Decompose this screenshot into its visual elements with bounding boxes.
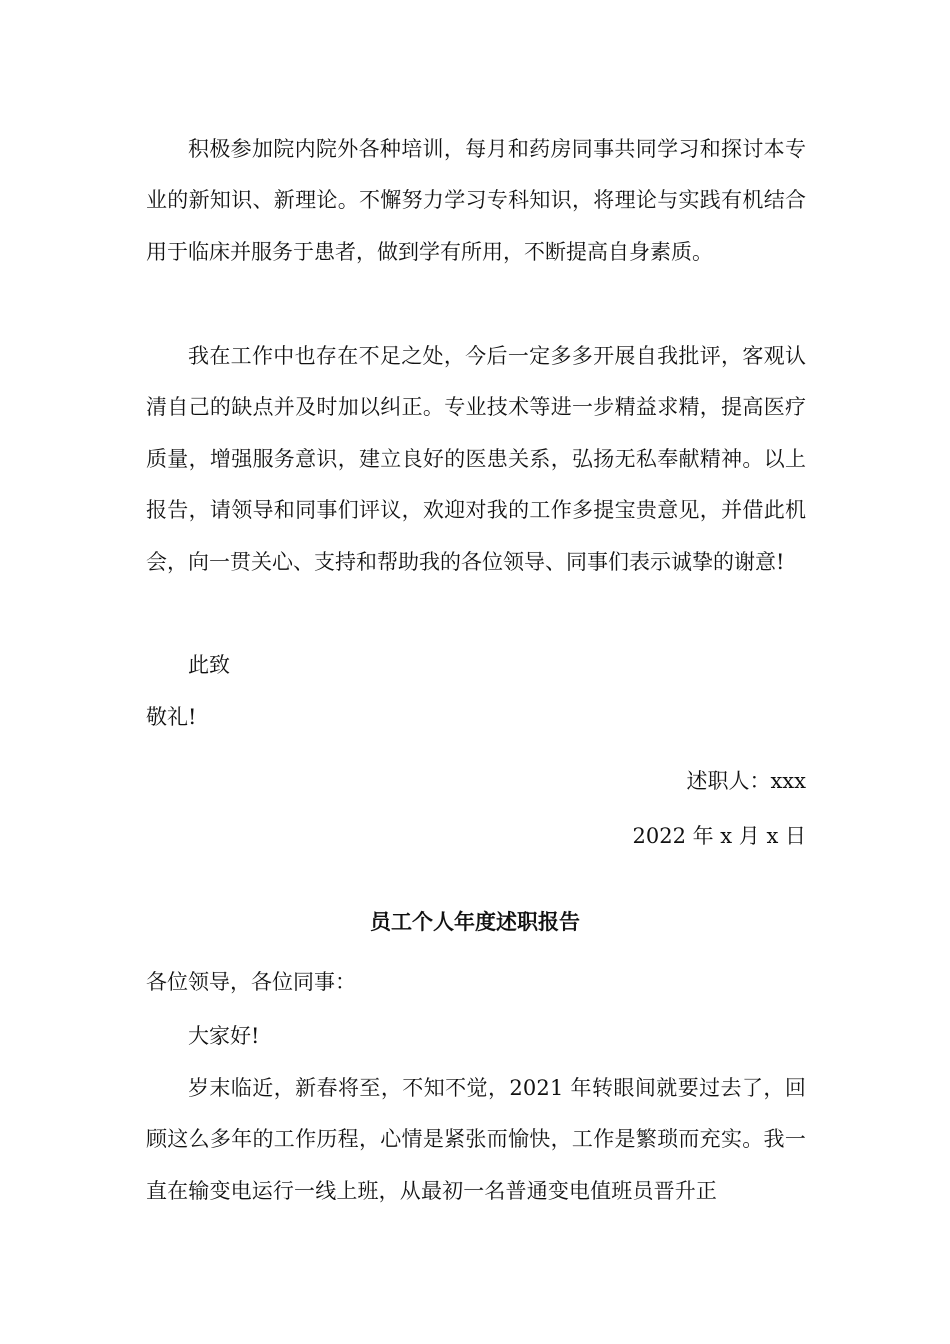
date: 2022 年 x 月 x 日 (632, 824, 806, 848)
salutation: 各位领导，各位同事： (146, 970, 356, 994)
closing-ci-zhi: 此致 (188, 653, 230, 677)
greeting: 大家好! (188, 1024, 260, 1048)
report-title: 员工个人年度述职报告 (370, 910, 580, 934)
signature: 述职人：xxx (686, 769, 806, 793)
paragraph-shortcomings: 我在工作中也存在不足之处，今后一定多多开展自我批评，客观认清自己的缺点并及时加以纠正。专业技术等进一步精益求精，提高医疗质量，增强服务意识，建立良好的医患关系，弘扬无私奉献精神。以上报告，请领导和同事们评议，欢迎对我的工作多提宝贵意见，并借此机会，向一贯关心、支持和帮助我的各位领导、同事们表示诚挚的谢意! (146, 344, 806, 574)
closing-jing-li: 敬礼! (146, 705, 197, 729)
paragraph-intro: 岁末临近，新春将至，不知不觉，2021 年转眼间就要过去了，回顾这么多年的工作历程，心情是紧张而愉快，工作是繁琐而充实。我一直在输变电运行一线上班，从最初一名普通变电值班员晋升正 (146, 1076, 806, 1203)
paragraph-training: 积极参加院内院外各种培训，每月和药房同事共同学习和探讨本专业的新知识、新理论。不懈努力学习专科知识，将理论与实践有机结合用于临床并服务于患者，做到学有所用，不断提高自身素质。 (146, 137, 806, 264)
